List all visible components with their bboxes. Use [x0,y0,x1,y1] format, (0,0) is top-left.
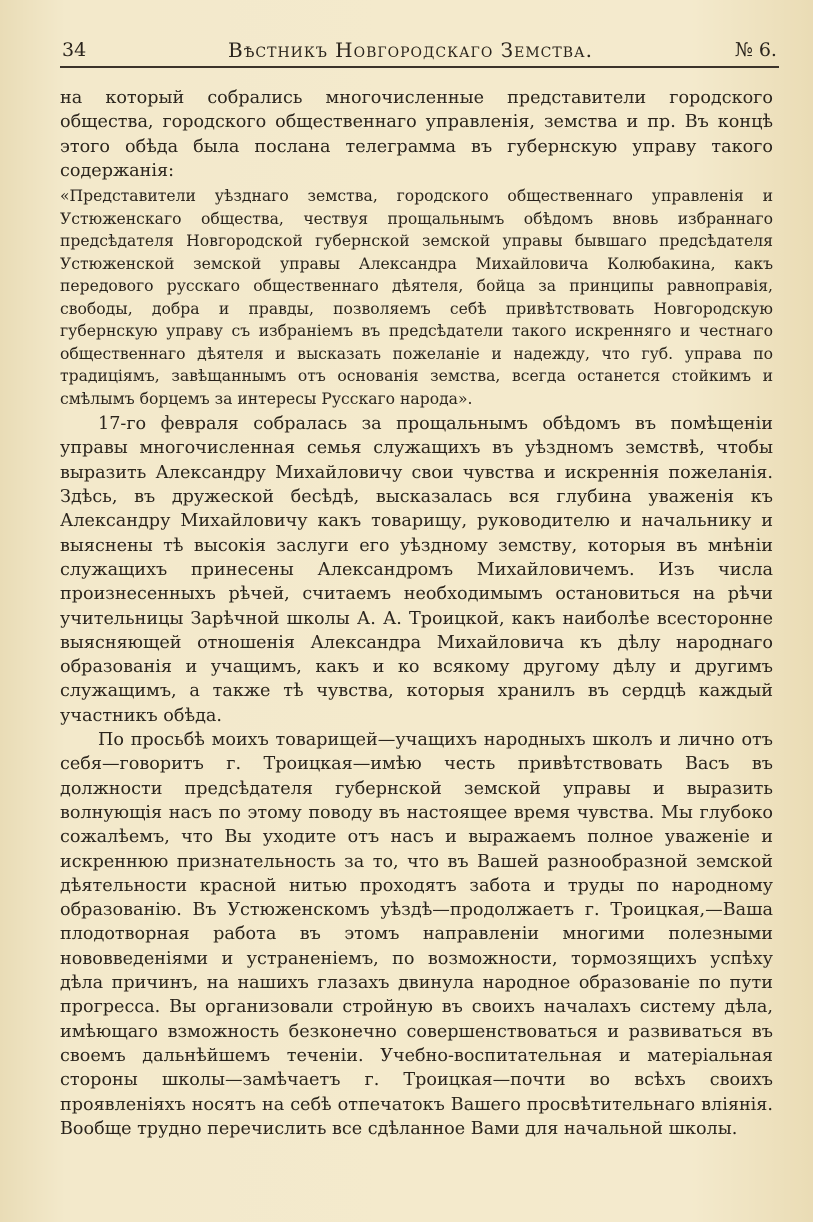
paragraph-1: на который собрались многочисленные представители городского общества, городского общественнаго управленія, земства и пр. Въ концѣ этого обѣда была послана телеграмма въ губернскую управу такого содержанія: [60,88,773,181]
article-body [60,86,773,1141]
paragraph-2: 17-го февраля собралась за прощальнымъ обѣдомъ въ помѣщеніи управы многочисленная семья служащихъ въ уѣздномъ земствѣ, чтобы выразить Александру Михайловичу свои чувства и искреннія пожеланія. Здѣсь, въ дружеской бесѣдѣ, высказалась вся глубина уваженія къ Александру Михайловичу какъ товарищу, руководителю и начальнику и выяснены тѣ высокія заслуги его уѣздному земству, которыя въ мнѣніи служащихъ принесены Александромъ Михайловичемъ. Изъ числа произнесенныхъ рѣчей, считаемъ необходимымъ остановиться на рѣчи учительницы Зарѣчной школы А. А. Троицкой, какъ наиболѣе всесторонне выясняющей отношенія Александра Михайловича къ дѣлу народнаго образованія и учащимъ, какъ и ко всякому другому дѣлу и другимъ служащимъ, а также тѣ чувства, которыя хранилъ въ сердцѣ каждый участникъ обѣда. [60,414,773,726]
running-header [60,38,779,68]
issue-number: № 6. [734,39,777,61]
page-number: 34 [62,39,87,61]
telegram-quote: «Представители уѣзднаго земства, городского общественнаго управленія и Устюженскаго общества, чествуя прощальнымъ обѣдомъ вновь избраннаго предсѣдателя Новгородской губернской земской управы бывшаго предсѣдателя Устюженской земской управы Александра Михайловича Колюбакина, какъ передового русскаго общественнаго дѣятеля, бойца за принципы равноправія, свободы, добра и правды, позволяемъ себѣ привѣтствовать Новгородскую губернскую управу съ избраніемъ въ предсѣдатели такого искренняго и честнаго общественнаго дѣятеля и высказать пожеланіе и надежду, что губ. управа по традиціямъ, завѣщаннымъ отъ основанія земства, всегда останется стойкимъ и смѣлымъ борцемъ за интересы Русскаго народа». [60,187,773,408]
paragraph-3: По просьбѣ моихъ товарищей—учащихъ народныхъ школъ и лично отъ себя—говоритъ г. Троицкая—имѣю честь привѣтствовать Васъ въ должности предсѣдателя губернской земской управы и выразить волнующія насъ по этому поводу въ настоящее время чувства. Мы глубоко сожалѣемъ, что Вы уходите отъ насъ и выражаемъ полное уваженіе и искреннюю признательность за то, что въ Вашей разнообразной земской дѣятельности красной нитью проходятъ забота и труды по народному образованію. Въ Устюженскомъ уѣздѣ—продолжаетъ г. Троицкая,—Ваша плодотворная работа въ этомъ направленіи многими полезными нововведеніями и устраненіемъ, по возможности, тормозящихъ успѣху дѣла причинъ, на нашихъ глазахъ двинула народное образованіе по пути прогресса. Вы организовали стройную въ своихъ началахъ систему дѣла, имѣющаго взможность безконечно совершенствоваться и развиваться въ своемъ дальнѣйшемъ теченіи. Учебно-воспитательная и матеріальная стороны школы—замѣчаетъ г. Троицкая—почти во всѣхъ своихъ проявленіяхъ носятъ на себѣ отпечатокъ Вашего просвѣтительнаго вліянія. Вообще трудно перечислить все сдѣланное Вами для начальной школы. [60,730,773,1139]
journal-title: Вѣстникъ Новгородскаго Земства. [228,38,593,62]
